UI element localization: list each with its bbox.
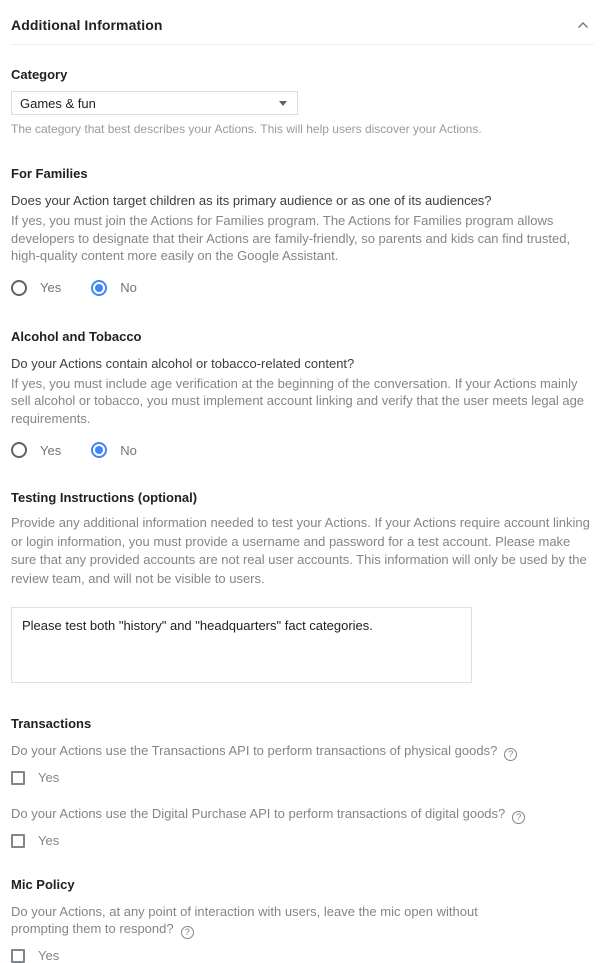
category-select[interactable] bbox=[11, 91, 298, 115]
transactions-physical-checkbox[interactable] bbox=[11, 770, 594, 785]
testing-instructions-heading: Testing Instructions (optional) bbox=[11, 490, 198, 505]
alcohol-tobacco-heading: Alcohol and Tobacco bbox=[11, 328, 142, 344]
alcohol-tobacco-yes-radio[interactable] bbox=[11, 442, 61, 458]
panel-header bbox=[11, 0, 594, 45]
chevron-up-icon bbox=[577, 17, 589, 32]
for-families-section bbox=[11, 166, 594, 296]
checkbox-label[interactable]: Yes bbox=[38, 770, 60, 785]
mic-policy-question bbox=[11, 903, 503, 939]
radio-label-no[interactable]: No bbox=[120, 442, 137, 458]
category-label: Category bbox=[11, 67, 68, 82]
alcohol-tobacco-question: Do your Actions contain alcohol or tobacco-related content? bbox=[11, 355, 355, 371]
help-icon[interactable]: ? bbox=[504, 748, 517, 761]
checkbox-label[interactable]: Yes bbox=[38, 833, 60, 848]
for-families-description: If yes, you must join the Actions for Families program. The Actions for Families program allows developers to designate that their Actions are family-friendly, so parents and kids can find trusted, high-quality content more easily on the Google Assistant. bbox=[11, 213, 571, 263]
mic-policy-checkbox[interactable] bbox=[11, 948, 594, 963]
help-icon[interactable]: ? bbox=[512, 811, 525, 824]
transactions-heading: Transactions bbox=[11, 716, 92, 731]
page-title: Additional Information bbox=[11, 16, 163, 33]
help-icon[interactable]: ? bbox=[181, 926, 194, 939]
checkbox-label[interactable]: Yes bbox=[38, 948, 60, 963]
category-select-value: Games & fun bbox=[20, 95, 96, 111]
checkbox-icon bbox=[11, 771, 25, 785]
radio-label-no[interactable]: No bbox=[120, 280, 137, 295]
radio-icon bbox=[91, 280, 107, 296]
for-families-yes-radio[interactable] bbox=[11, 280, 61, 296]
for-families-heading: For Families bbox=[11, 166, 88, 181]
category-helper-text: The category that best describes your Actions. This will help users discover your Actions. bbox=[11, 122, 482, 136]
mic-policy-section bbox=[11, 877, 594, 963]
for-families-radio-group bbox=[11, 280, 594, 296]
dropdown-arrow-icon bbox=[279, 101, 287, 106]
alcohol-tobacco-section bbox=[11, 329, 594, 459]
alcohol-tobacco-radio-group bbox=[11, 442, 594, 458]
checkbox-icon bbox=[11, 949, 25, 963]
question-text: Do your Actions, at any point of interaction with users, leave the mic open without prompting them to respond? bbox=[11, 904, 478, 936]
radio-icon bbox=[11, 280, 27, 296]
transactions-section bbox=[11, 716, 594, 848]
alcohol-tobacco-no-radio[interactable] bbox=[91, 442, 137, 458]
collapse-section-button[interactable] bbox=[575, 15, 591, 34]
radio-icon bbox=[11, 442, 27, 458]
radio-label-yes[interactable]: Yes bbox=[40, 280, 62, 295]
testing-instructions-section bbox=[11, 490, 594, 688]
radio-label-yes[interactable]: Yes bbox=[40, 442, 62, 458]
alcohol-tobacco-description: If yes, you must include age verification at the beginning of the conversation. If your Actions mainly sell alcohol or tobacco, you must implement account linking and verify that the user meets legal age requirements. bbox=[11, 375, 585, 426]
question-text: Do your Actions use the Transactions API to perform transactions of physical goods? bbox=[11, 743, 498, 758]
transactions-physical-question bbox=[11, 742, 594, 761]
testing-instructions-description: Provide any additional information needed to test your Actions. If your Actions require account linking or login information, you must provide a username and password for a test account. Please make sure that any provided accounts are not real user accounts. This information will only be used by the review team, and will not be visible to users. bbox=[11, 515, 590, 586]
question-text: Do your Actions use the Digital Purchase API to perform transactions of digital goods? bbox=[11, 806, 506, 821]
category-section bbox=[11, 67, 594, 136]
radio-icon bbox=[91, 442, 107, 458]
testing-instructions-input[interactable] bbox=[11, 607, 472, 683]
for-families-no-radio[interactable] bbox=[91, 280, 137, 296]
transactions-digital-question bbox=[11, 805, 594, 824]
for-families-question: Does your Action target children as its primary audience or as one of its audiences? bbox=[11, 193, 492, 208]
mic-policy-heading: Mic Policy bbox=[11, 877, 75, 892]
